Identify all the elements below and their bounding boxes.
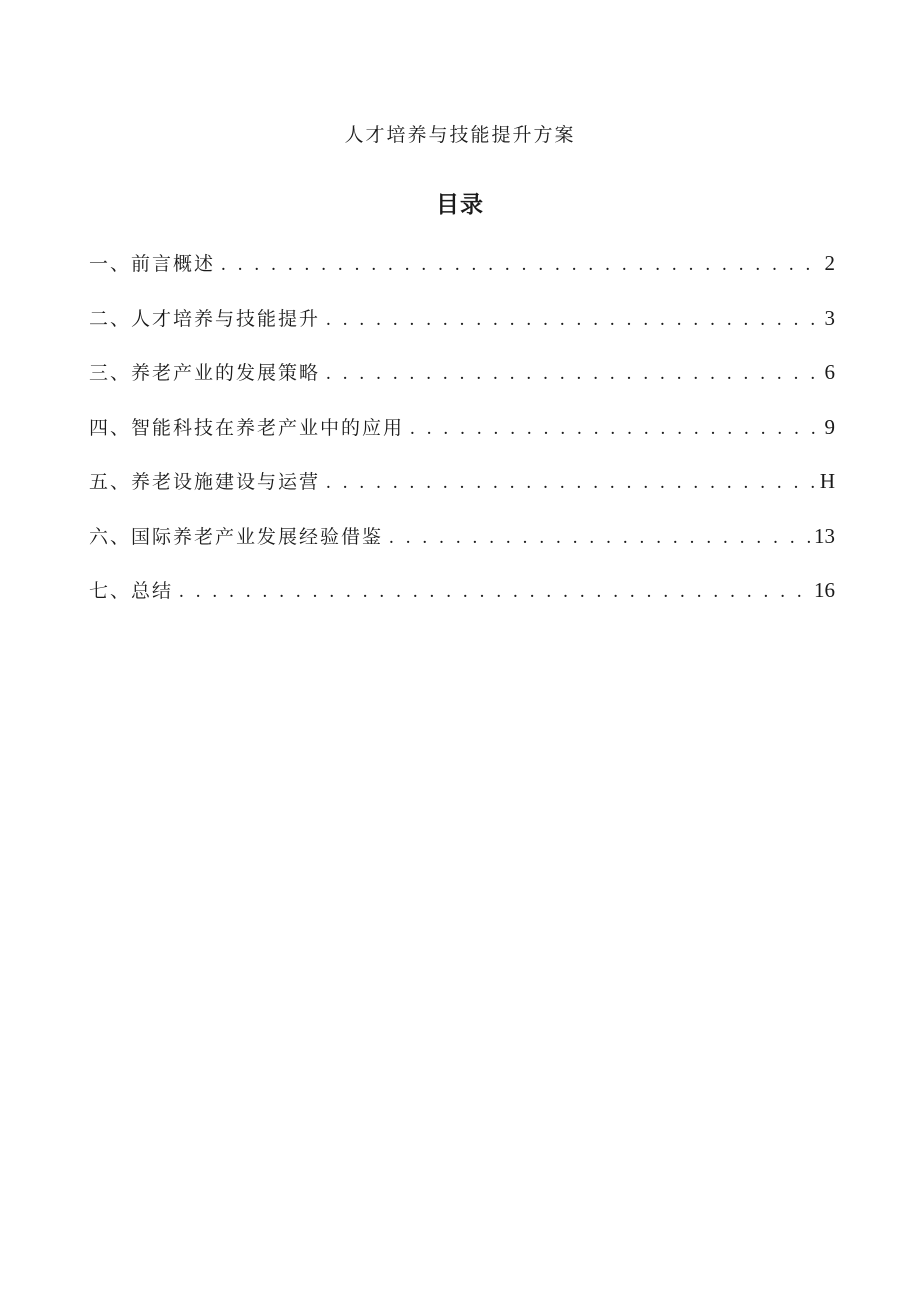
toc-entry[interactable] (89, 464, 835, 519)
toc-entry-page: 6 (824, 360, 835, 384)
toc-heading: 目录 (436, 192, 484, 218)
toc-entry-label: 二、人才培养与技能提升 (89, 307, 321, 330)
toc-entry-label: 五、养老设施建设与运营 (89, 471, 321, 493)
toc-entry-label: 六、国际养老产业发展经验借鉴 (89, 525, 384, 548)
toc-dot-leader (179, 575, 810, 609)
toc-dot-leader (410, 412, 820, 446)
toc-entry-page: 9 (824, 414, 835, 439)
table-of-contents (89, 246, 835, 628)
toc-entry-label: 一、前言概述 (89, 253, 216, 275)
toc-dot-leader (326, 303, 820, 337)
toc-dot-leader (326, 466, 816, 500)
toc-entry-page: 3 (824, 305, 835, 330)
toc-dot-leader (389, 521, 810, 555)
toc-entry-label: 三、养老产业的发展策略 (89, 362, 321, 384)
toc-entry[interactable] (89, 355, 835, 410)
toc-dot-leader (221, 248, 820, 282)
toc-entry[interactable] (89, 301, 835, 356)
toc-entry-page: 16 (814, 578, 835, 602)
toc-entry-page: H (819, 469, 835, 493)
toc-entry-page: 13 (814, 523, 835, 548)
toc-entry-label: 四、智能科技在养老产业中的应用 (89, 416, 405, 439)
document-title: 人才培养与技能提升方案 (344, 124, 576, 146)
toc-dot-leader (326, 357, 820, 391)
toc-entry-page: 2 (824, 251, 835, 275)
toc-entry[interactable] (89, 246, 835, 301)
toc-entry-label: 七、总结 (89, 580, 174, 602)
toc-entry[interactable] (89, 519, 835, 574)
toc-entry[interactable] (89, 410, 835, 465)
toc-entry[interactable] (89, 573, 835, 628)
